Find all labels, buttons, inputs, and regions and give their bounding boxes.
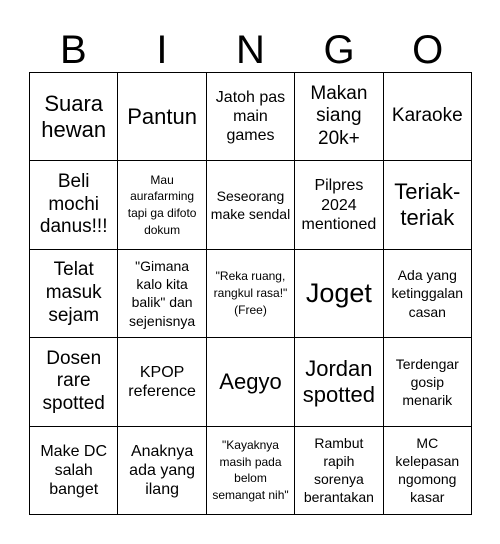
bingo-cell-r5-c5[interactable]: MC kelepasan ngomong kasar	[384, 427, 472, 515]
bingo-cell-r1-c4[interactable]: Makan siang 20k+	[295, 73, 383, 161]
bingo-grid	[29, 72, 472, 515]
bingo-cell-r1-c1[interactable]: Suara hewan	[30, 73, 118, 161]
bingo-cell-r5-c4[interactable]: Rambut rapih sorenya berantakan	[295, 427, 383, 515]
bingo-header	[29, 26, 472, 74]
bingo-cell-r3-c4[interactable]: Joget	[295, 250, 383, 338]
bingo-cell-r4-c3[interactable]: Aegyo	[207, 338, 295, 426]
bingo-cell-r5-c3[interactable]: "Kayaknya masih pada belom semangat nih"	[207, 427, 295, 515]
bingo-cell-r1-c3[interactable]: Jatoh pas main games	[207, 73, 295, 161]
bingo-cell-r3-c1[interactable]: Telat masuk sejam	[30, 250, 118, 338]
bingo-cell-r5-c1[interactable]: Make DC salah banget	[30, 427, 118, 515]
bingo-cell-r3-c5[interactable]: Ada yang ketinggalan casan	[384, 250, 472, 338]
bingo-cell-r2-c5[interactable]: Teriak-teriak	[384, 161, 472, 249]
bingo-cell-r4-c4[interactable]: Jordan spotted	[295, 338, 383, 426]
header-letter-b: B	[59, 28, 87, 72]
bingo-cell-r3-c2[interactable]: "Gimana kalo kita balik" dan sejenisnya	[118, 250, 206, 338]
bingo-cell-r2-c4[interactable]: Pilpres 2024 mentioned	[295, 161, 383, 249]
header-letter-g: G	[323, 28, 355, 72]
bingo-cell-r4-c5[interactable]: Terdengar gosip menarik	[384, 338, 472, 426]
bingo-cell-r4-c1[interactable]: Dosen rare spotted	[30, 338, 118, 426]
bingo-cell-r3-c3[interactable]: "Reka ruang, rangkul rasa!" (Free)	[207, 250, 295, 338]
bingo-cell-r1-c2[interactable]: Pantun	[118, 73, 206, 161]
header-letter-n: N	[236, 28, 265, 72]
header-letter-o: O	[412, 28, 444, 72]
bingo-cell-r4-c2[interactable]: KPOP reference	[118, 338, 206, 426]
bingo-cell-r2-c1[interactable]: Beli mochi danus!!!	[30, 161, 118, 249]
bingo-cell-r1-c5[interactable]: Karaoke	[384, 73, 472, 161]
bingo-cell-r5-c2[interactable]: Anaknya ada yang ilang	[118, 427, 206, 515]
bingo-cell-r2-c2[interactable]: Mau aurafarming tapi ga difoto dokum	[118, 161, 206, 249]
header-letter-i: I	[156, 28, 168, 72]
bingo-cell-r2-c3[interactable]: Seseorang make sendal	[207, 161, 295, 249]
